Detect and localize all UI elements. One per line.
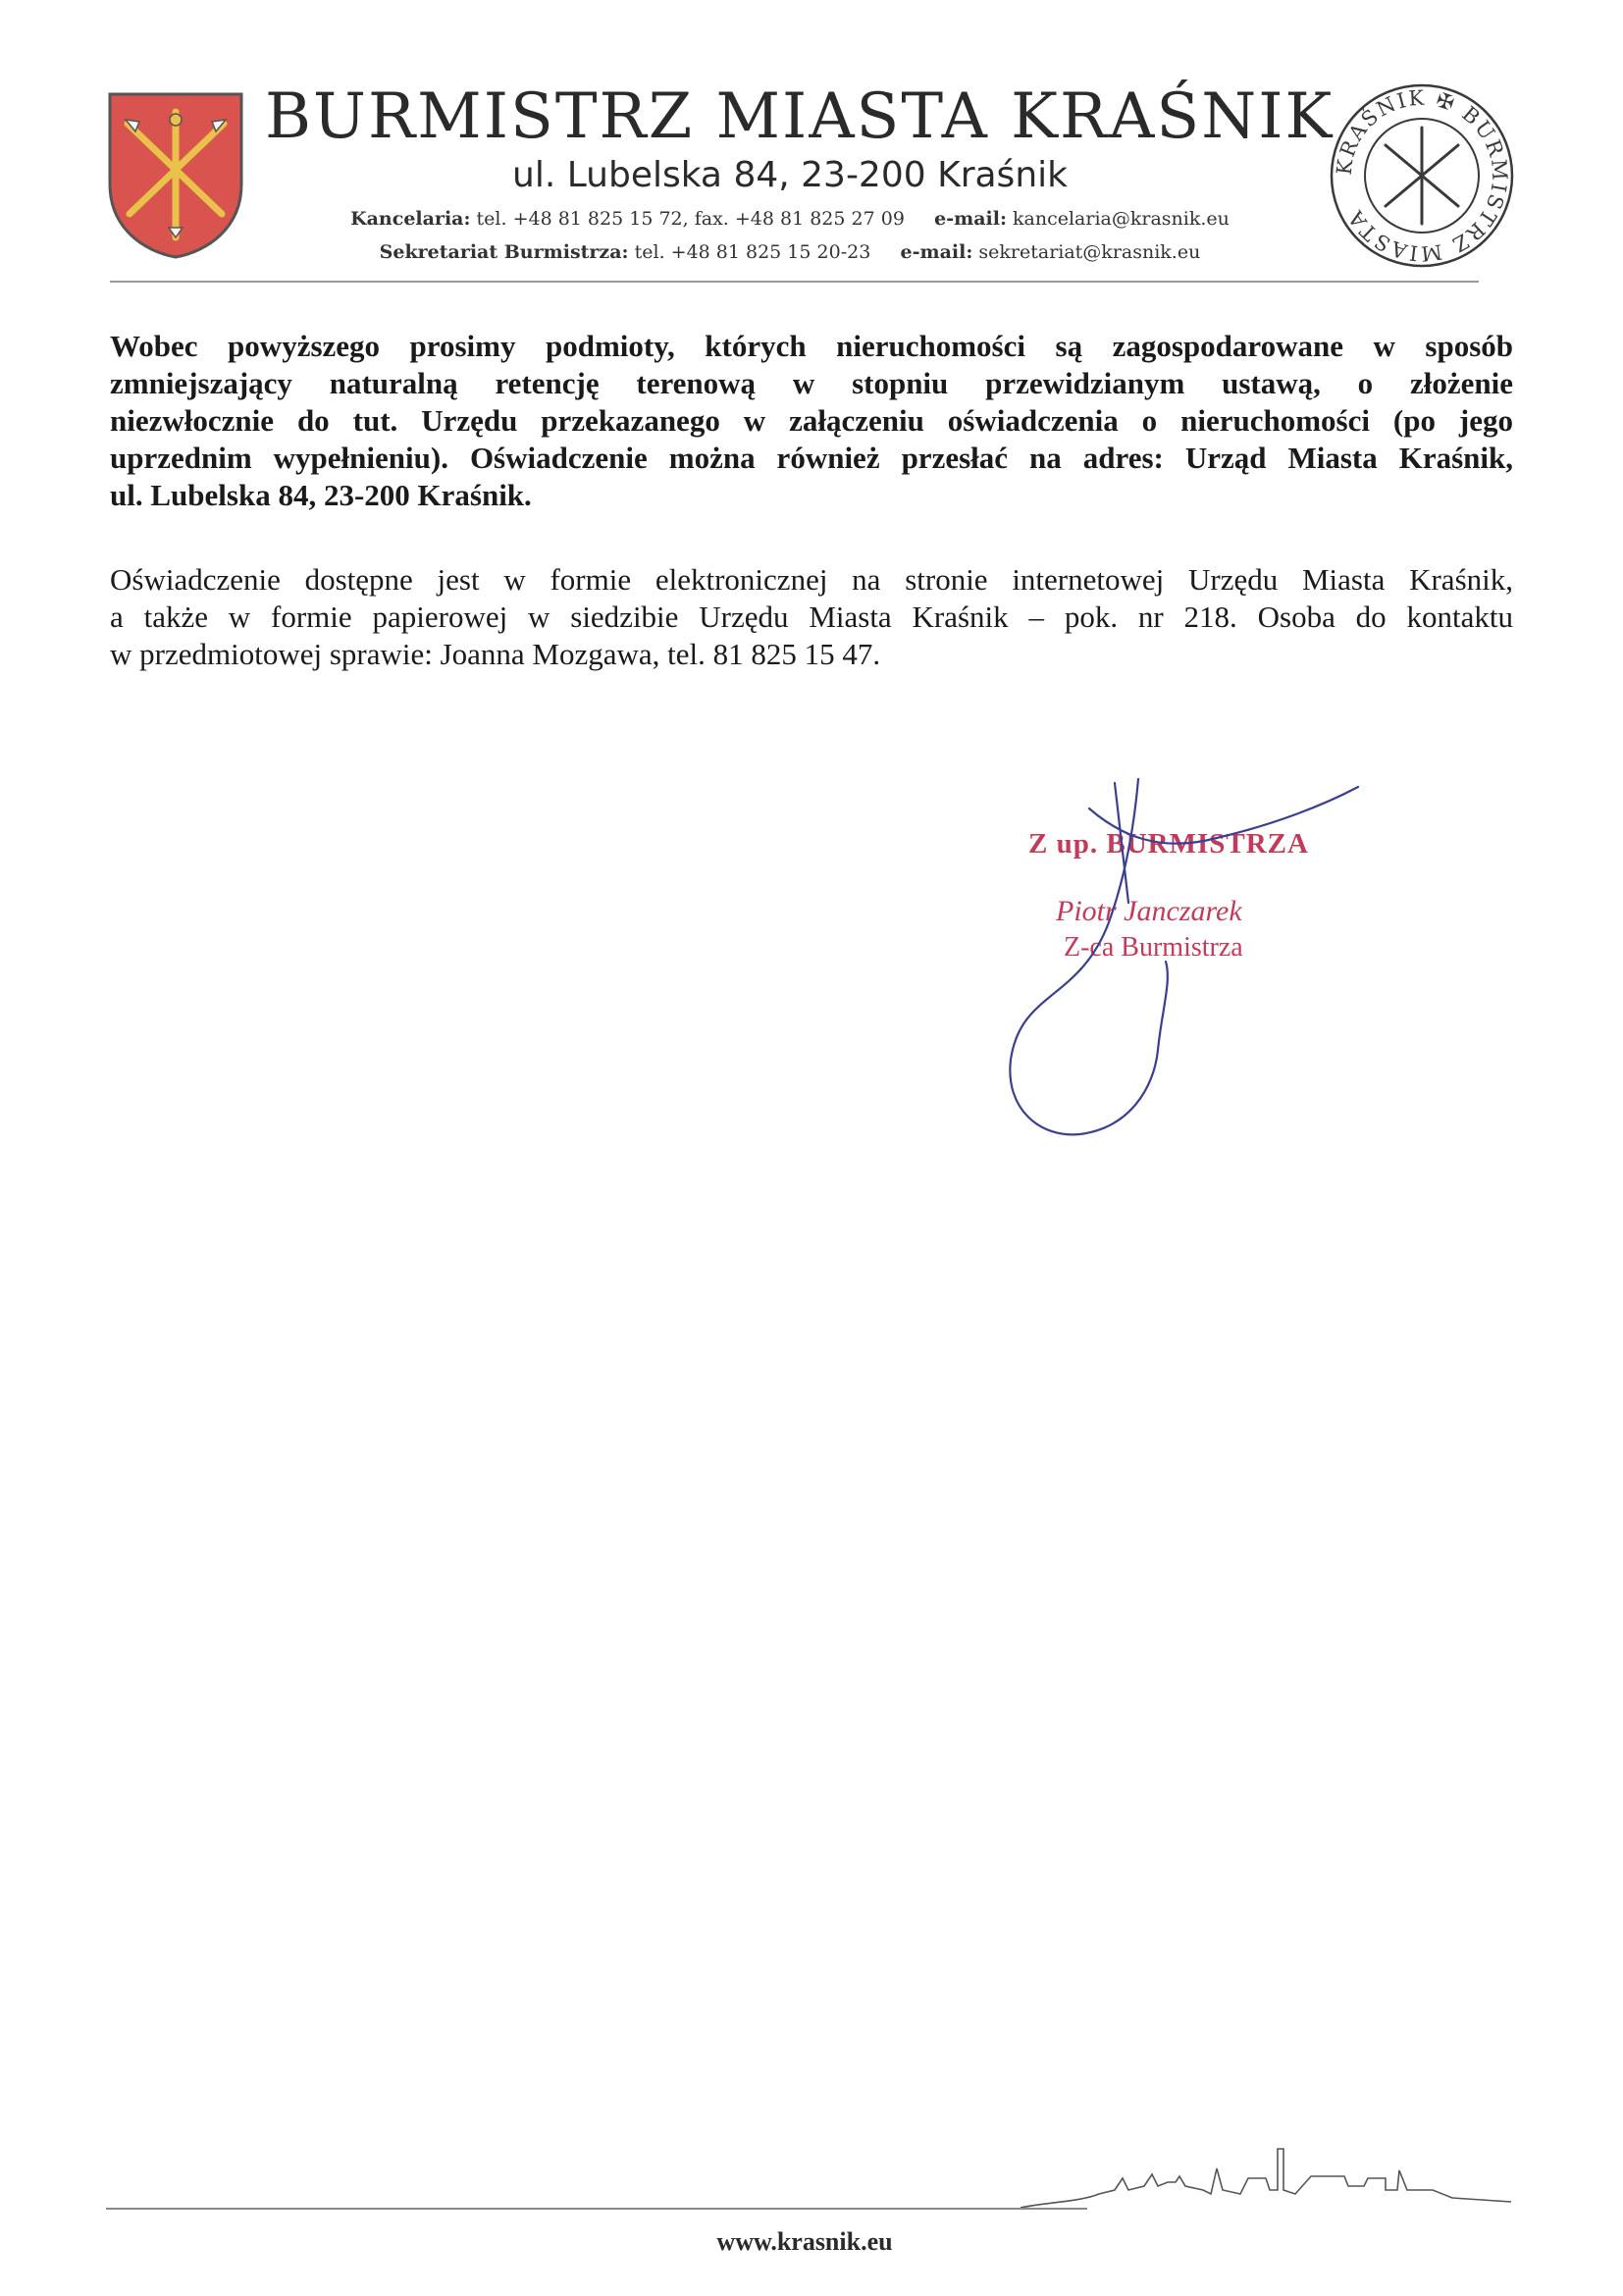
contact-phones: tel. +48 81 825 15 20-23 [634, 241, 871, 263]
handwritten-signature [962, 765, 1374, 1158]
text-line: uprzednim wypełnieniu). Oświadczenie można również przesłać na adres: Urząd Miasta Kraśnik, [110, 441, 1513, 475]
paragraph-availability [110, 561, 1513, 673]
stamp-authorization: Z up. BURMISTRZA [1028, 828, 1309, 860]
header-divider [110, 281, 1479, 283]
coat-of-arms-logo [106, 90, 245, 259]
text-line: Oświadczenie dostępne jest w formie elektronicznej na stronie internetowej Urzędu Miasta Kraśnik, [110, 562, 1513, 597]
stamp-name: Piotr Janczarek [1056, 895, 1242, 927]
email-link[interactable]: kancelaria@krasnik.eu [1013, 208, 1230, 230]
email-label: e-mail: [934, 208, 1007, 230]
contact-line-office [265, 208, 1315, 230]
contact-phones: tel. +48 81 825 15 72, fax. +48 81 825 27 09 [476, 208, 905, 230]
footer-divider [106, 2208, 1087, 2210]
text-line: a także w formie papierowej w siedzibie Urzędu Miasta Kraśnik – pok. nr 218. Osoba do kontaktu [110, 600, 1513, 634]
svg-text:KRAŚNIK ✠ BURMISTRZ MIASTA: KRAŚNIK ✠ BURMISTRZ MIASTA [1332, 85, 1512, 266]
text-line: niezwłocznie do tut. Urzędu przekazanego w załączeniu oświadczenia o nieruchomości (po jego [110, 403, 1513, 438]
website-link[interactable]: www.krasnik.eu [716, 2227, 893, 2256]
official-seal [1327, 80, 1517, 271]
email-label: e-mail: [900, 241, 973, 263]
stamp-position: Z-ca Burmistrza [1064, 932, 1243, 963]
text-line: zmniejszający naturalną retencję terenową w stopniu przewidzianym ustawą, o złożenie [110, 366, 1513, 400]
email-link[interactable]: sekretariat@krasnik.eu [978, 241, 1201, 263]
text-line: Wobec powyższego prosimy podmioty, których nieruchomości są zagospodarowane w sposób [110, 329, 1513, 363]
office-address: ul. Lubelska 84, 23-200 Kraśnik [512, 155, 1068, 195]
page-title: BURMISTRZ MIASTA KRAŚNIK [265, 80, 1335, 153]
contact-label: Sekretariat Burmistrza: [379, 241, 629, 263]
text-line: w przedmiotowej sprawie: Joanna Mozgawa, tel. 81 825 15 47. [110, 637, 881, 671]
contact-line-secretariat [265, 241, 1315, 263]
contact-label: Kancelaria: [350, 208, 471, 230]
city-skyline-drawing [1021, 2100, 1511, 2210]
text-line: ul. Lubelska 84, 23-200 Kraśnik. [110, 478, 532, 512]
paragraph-request [110, 328, 1513, 514]
